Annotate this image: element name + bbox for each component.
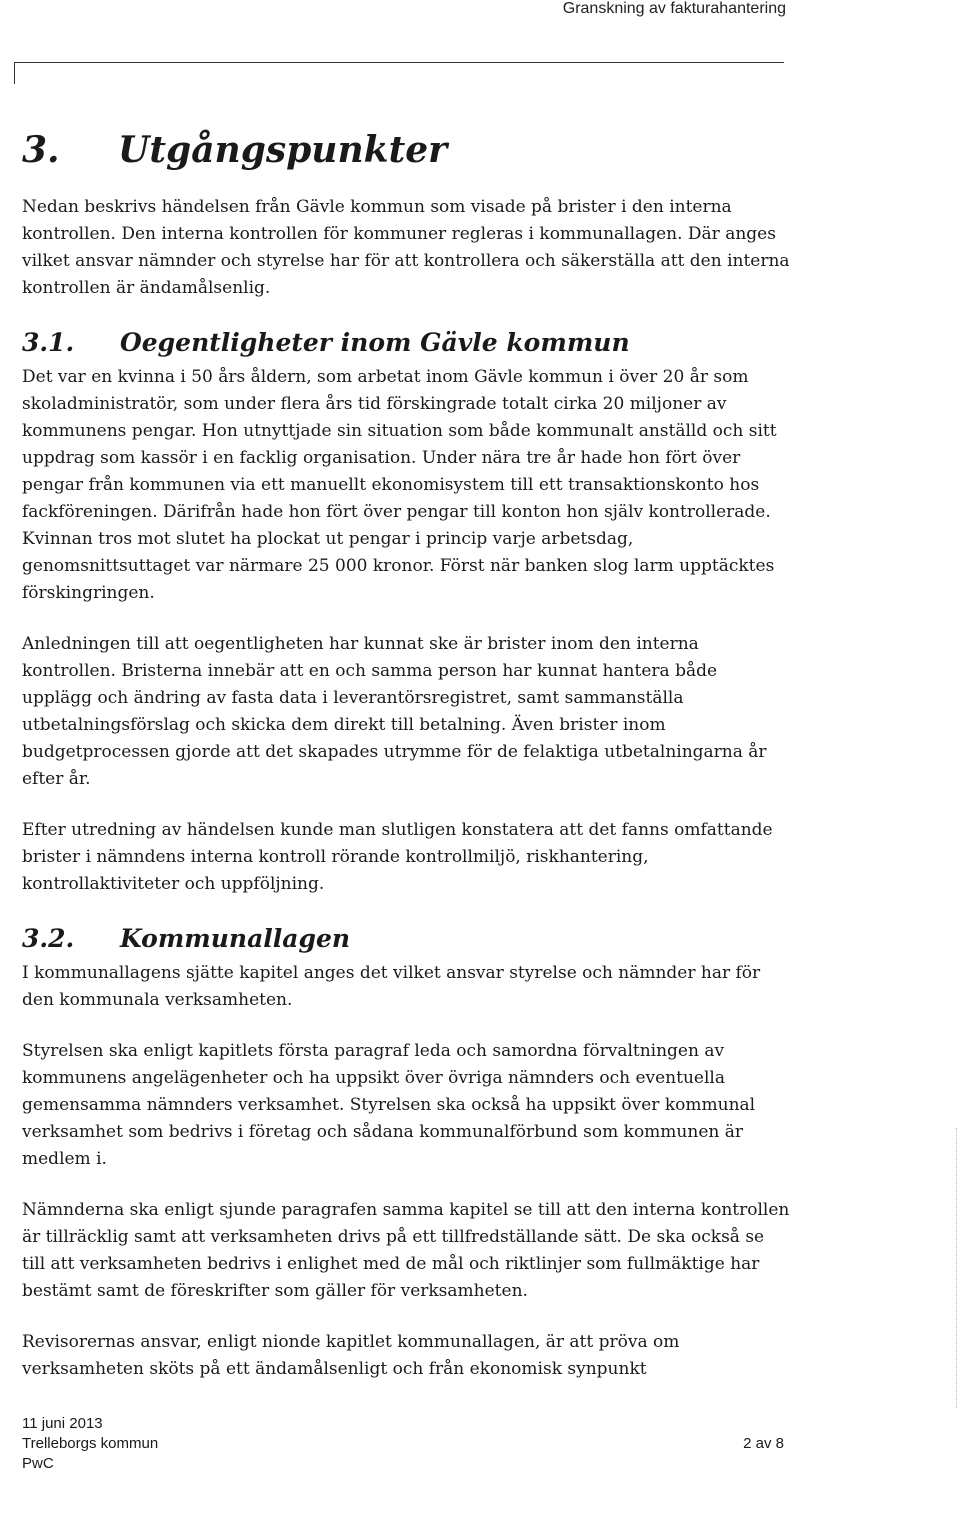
section-3-2-paragraph-3: Nämnderna ska enligt sjunde paragrafen samma kapitel se till att den interna kontrollen är tillräcklig samt att verksamheten drivs på ett tillfredställande sätt. De ska också se till att verksamheten bedrivs i enlighet med de mål och riktlinjer som fullmäktige har bestämt samt de föreskrifter som gäller för verksamheten. <box>22 1200 790 1301</box>
chapter-number: 3. <box>22 129 60 171</box>
section-3-1-paragraph-3: Efter utredning av händelsen kunde man slutligen konstatera att det fanns omfattande brister i nämndens interna kontroll rörande kontrollmiljö, riskhantering, kontrollaktiviteter och uppföljning. <box>22 820 773 894</box>
section-3-1-heading <box>22 326 792 360</box>
page-content <box>22 128 792 1383</box>
section-3-1-paragraph-2: Anledningen till att oegentligheten har kunnat ske är brister inom den interna kontrollen. Bristerna innebär att en och samma person har kunnat hantera både upplägg och ändring av fasta data i leverantörsregistret, samt sammanställa utbetalningsförslag och skicka dem direkt till betalning. Även brister inom budgetprocessen gjorde att det skapades utrymme för de felaktiga utbetalningarna år efter år. <box>22 634 767 789</box>
scan-margin-dots <box>956 1128 957 1408</box>
section-3-1-title: Oegentligheter inom Gävle kommun <box>120 328 630 357</box>
chapter-intro-paragraph: Nedan beskrivs händelsen från Gävle kommun som visade på brister i den interna kontrollen. Den interna kontrollen för kommuner regleras i kommunallagen. Där anges vilket ansvar nämnder och styrelse har för att kontrollera och säkerställa att den interna kontrollen är ändamålsenlig. <box>22 197 790 298</box>
chapter-title: Utgångspunkter <box>118 129 448 171</box>
section-3-2-number: 3.2. <box>22 924 75 953</box>
section-3-1-paragraph-1: Det var en kvinna i 50 års åldern, som arbetat inom Gävle kommun i över 20 år som skoladministratör, som under flera års tid förskingrade totalt cirka 20 miljoner av kommunens pengar. Hon utnyttjade sin situation som både kommunalt anställd och sitt uppdrag som kassör i en facklig organisation. Under nära tre år hade hon fört över pengar från kommunen via ett manuellt ekonomisystem till ett transaktionskonto hos fackföreningen. Därifrån hade hon fört över pengar till konton hon själv kontrollerade. Kvinnan tros mot slutet ha plockat ut pengar i princip varje arbetsdag, genomsnittsuttaget var närmare 25 000 kronor. Först när banken slog larm upptäcktes förskingringen. <box>22 367 777 603</box>
section-3-2-paragraph-1: I kommunallagens sjätte kapitel anges det vilket ansvar styrelse och nämnder har för den kommunala verksamheten. <box>22 963 761 1010</box>
footer-firm: PwC <box>22 1455 54 1472</box>
section-3-2-title: Kommunallagen <box>120 924 351 953</box>
footer-left <box>22 1414 158 1474</box>
section-3-2-paragraph-4: Revisorernas ansvar, enligt nionde kapitlet kommunallagen, är att pröva om verksamheten sköts på ett ändamålsenligt och från ekonomisk synpunkt <box>22 1332 680 1379</box>
section-3-2-paragraph-2: Styrelsen ska enligt kapitlets första paragraf leda och samordna förvaltningen av kommunens angelägenheter och ha uppsikt över övriga nämnders och eventuella gemensamma nämnders verksamhet. Styrelsen ska också ha uppsikt över kommunal verksamhet som bedrivs i företag och sådana kommunalförbund som kommunen är medlem i. <box>22 1041 756 1169</box>
section-3-1-number: 3.1. <box>22 328 75 357</box>
running-header-title: Granskning av fakturahantering <box>562 0 786 17</box>
section-3-2-heading <box>22 922 792 956</box>
header-rule-tick <box>14 62 15 84</box>
footer-organization: Trelleborgs kommun <box>22 1435 159 1452</box>
footer-page-number: 2 av 8 <box>743 1435 784 1452</box>
header-rule <box>14 62 784 63</box>
chapter-heading <box>22 128 792 172</box>
footer-date: 11 juni 2013 <box>22 1415 103 1432</box>
